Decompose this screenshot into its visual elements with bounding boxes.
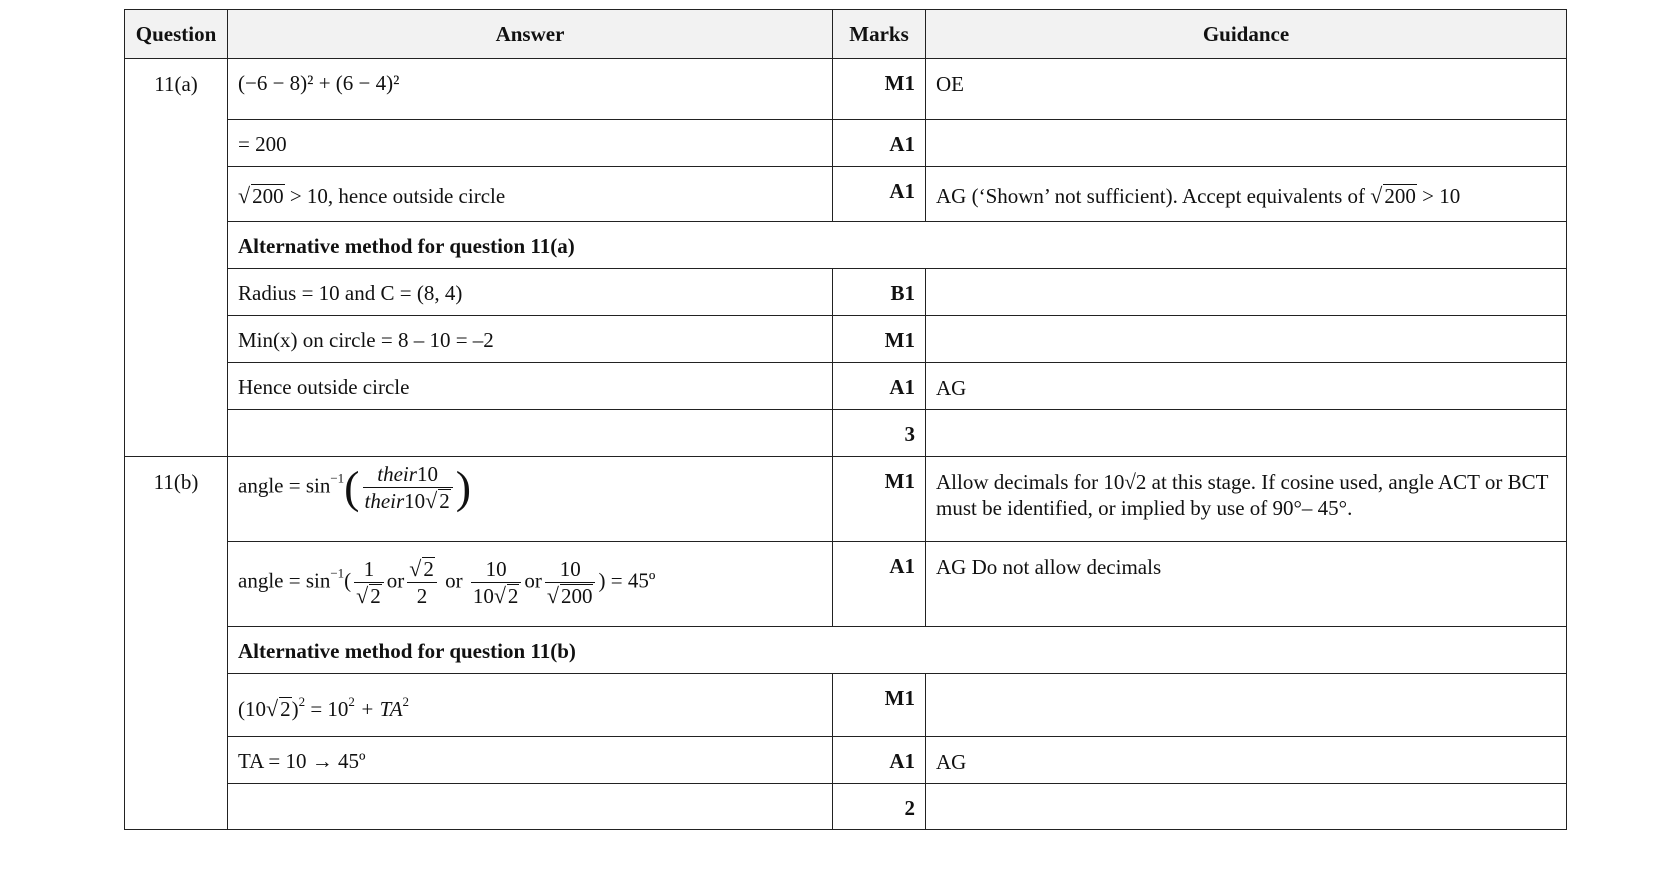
guidance-cell: AG — [926, 737, 1567, 784]
numerator-value: 10 — [416, 462, 438, 486]
alternative-heading: Alternative method for question 11(b) — [228, 627, 1567, 674]
fraction: $\frac{10}{√200}$ — [545, 556, 596, 609]
answer-lead: angle = sin — [238, 568, 331, 593]
fraction: $\frac{1}{√2}$ — [354, 556, 384, 609]
answer-cell: $(10√2)^2 = 10^2 + TA^2$ — [228, 674, 833, 737]
guidance-cell — [926, 410, 1567, 457]
mark-cell: M1 — [833, 59, 926, 120]
table-row — [125, 410, 1567, 457]
guidance-text: AG (‘Shown’ not sufficient). Accept equivalents of — [936, 184, 1366, 208]
mark-cell: A1 — [833, 167, 926, 222]
table-row — [125, 737, 1567, 784]
guidance-cell — [926, 269, 1567, 316]
or-word: or — [386, 568, 405, 593]
table-row — [125, 167, 1567, 222]
answer-cell: = 200 — [228, 120, 833, 167]
mark-scheme-table — [124, 9, 1567, 830]
table-row — [125, 457, 1567, 542]
guidance-cell — [926, 784, 1567, 830]
guidance-cell — [926, 120, 1567, 167]
guidance-cell — [926, 674, 1567, 737]
header-guidance: Guidance — [926, 10, 1567, 59]
mark-cell: A1 — [833, 120, 926, 167]
denominator-value: 10 — [404, 489, 426, 513]
table-row — [125, 627, 1567, 674]
fraction: $\frac{10}{10√2}$ — [471, 556, 522, 609]
fraction: $\frac{\text{their10}}{\text{their10√2}}$ — [363, 461, 453, 514]
answer-cell: TA = 10 → 45º — [228, 737, 833, 784]
answer-lead: angle = sin — [238, 473, 331, 498]
question-label-a: 11(a) — [125, 59, 228, 457]
guidance-cell: Allow decimals for 10√2 at this stage. If cosine used, angle ACT or BCT must be identified, or implied by use of 90°– 45°. — [926, 457, 1567, 542]
fraction: $\frac{√2}{2}$ — [407, 556, 437, 609]
answer-cell: Min(x) on circle = 8 – 10 = –2 — [228, 316, 833, 363]
numerator-word: their — [377, 462, 417, 486]
answer-cell — [228, 167, 833, 222]
mark-cell: M1 — [833, 674, 926, 737]
answer-cell: angle = $\sin^{-1}$( $\frac{\text{their10}}{\text{their10√2}}$ ) — [228, 457, 833, 542]
mark-cell: A1 — [833, 363, 926, 410]
sqrt-symbol: √ — [238, 183, 251, 208]
or-word: or — [445, 568, 463, 593]
answer-result: ) = 45º — [598, 568, 656, 593]
table-row — [125, 784, 1567, 830]
header-answer: Answer — [228, 10, 833, 59]
or-word: or — [524, 568, 542, 593]
answer-expression: (−6 − 8)² + (6 − 4)² — [238, 71, 400, 95]
denominator-word: their — [364, 489, 405, 513]
answer-cell — [228, 542, 833, 627]
question-label-b: 11(b) — [125, 457, 228, 830]
header-row — [125, 10, 1567, 59]
answer-text: > 10, hence outside circle — [289, 184, 506, 208]
mark-cell: M1 — [833, 457, 926, 542]
guidance-cell: OE — [926, 59, 1567, 120]
radicand: 200 — [1384, 184, 1416, 208]
total-marks: 2 — [833, 784, 926, 830]
inverse-superscript: −1 — [330, 470, 345, 486]
open-paren: ( — [344, 568, 352, 593]
answer-cell: Hence outside circle — [228, 363, 833, 410]
answer-cell — [228, 410, 833, 457]
mark-cell: M1 — [833, 316, 926, 363]
table-row — [125, 222, 1567, 269]
table-row — [125, 363, 1567, 410]
radicand: 2 — [439, 489, 450, 513]
mark-cell: B1 — [833, 269, 926, 316]
answer-cell — [228, 59, 833, 120]
mark-cell: A1 — [833, 737, 926, 784]
table-row — [125, 674, 1567, 737]
answer-cell: Radius = 10 and C = (8, 4) — [228, 269, 833, 316]
radicand: 200 — [252, 184, 284, 208]
total-marks: 3 — [833, 410, 926, 457]
sqrt-symbol: √ — [1370, 183, 1383, 208]
guidance-text: > 10 — [1422, 184, 1461, 208]
table-row — [125, 120, 1567, 167]
header-question: Question — [125, 10, 228, 59]
alternative-heading: Alternative method for question 11(a) — [228, 222, 1567, 269]
table-row — [125, 59, 1567, 120]
mark-cell: A1 — [833, 542, 926, 627]
table-row — [125, 269, 1567, 316]
guidance-cell — [926, 316, 1567, 363]
guidance-cell — [926, 167, 1567, 222]
guidance-cell: AG — [926, 363, 1567, 410]
table-row — [125, 316, 1567, 363]
inverse-superscript: −1 — [330, 565, 345, 581]
header-marks: Marks — [833, 10, 926, 59]
guidance-cell: AG Do not allow decimals — [926, 542, 1567, 627]
answer-cell — [228, 784, 833, 830]
table-row — [125, 542, 1567, 627]
